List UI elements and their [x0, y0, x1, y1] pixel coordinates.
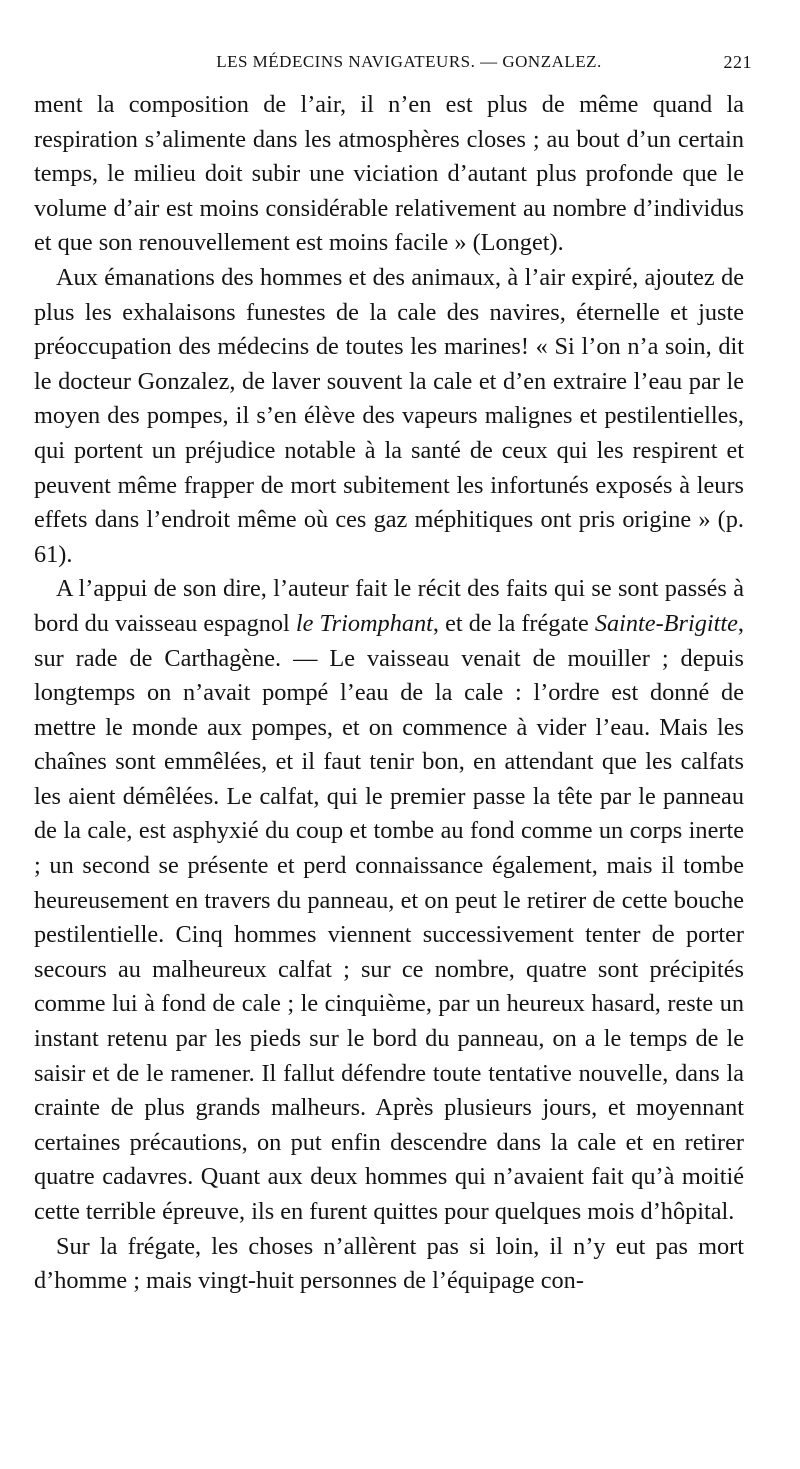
ship-name-sainte-brigitte: Sainte-Brigitte	[594, 609, 738, 637]
running-head	[34, 52, 752, 82]
page-number: 221	[723, 52, 752, 72]
ship-name-triomphant: le Triomphant	[295, 609, 433, 637]
paragraph-frigate: Sur la frégate, les choses n’allèrent pas si loin, il n’y eut pas mort d’homme ; mais vingt-huit personnes de l’équipage con-	[34, 1232, 744, 1295]
paragraph-text-segment: , sur rade de Carthagène. — Le vaisseau venait de mouiller ; depuis longtemps on n’avait pompé l’eau de la cale : l’ordre est donné de mettre le monde aux pompes, et on commence à vider l’eau. Mais les chaînes sont emmêlées, et il faut tenir bon, en attendant que les calfats les aient démêlées. Le calfat, qui le premier passe la tête par le panneau de la cale, est asphyxié du coup et tombe au fond comme un corps inerte ; un second se présente et perd connaissance également, mais il tombe heureusement en travers du panneau, et on peut le retirer de cette bouche pestilentielle. Cinq hommes viennent successivement tenter de porter secours au malheureux calfat ; sur ce nombre, quatre sont précipités comme lui à fond de cale ; le cinquième, par un heureux hasard, reste un instant retenu par les pieds sur le bord du panneau, on a le temps de le saisir et de le ramener. Il fallut défendre toute tentative nouvelle, dans la crainte de plus grands malheurs. Après plusieurs jours, et moyennant certaines précautions, on put enfin descendre dans la cale et en retirer quatre cadavres. Quant aux deux hommes qui n’avaient fait qu’à moitié cette terrible épreuve, ils en furent quittes pour quelques mois d’hôpital.	[34, 609, 744, 1225]
paragraph-emanations: Aux émanations des hommes et des animaux, à l’air expiré, ajoutez de plus les exhalaisons funestes de la cale des navires, éternelle et juste préoccupation des médecins de toutes les marines! « Si l’on n’a soin, dit le docteur Gonzalez, de laver souvent la cale et d’en extraire l’eau par le moyen des pompes, il s’en élève des vapeurs malignes et pestilentielles, qui portent un préjudice notable à la santé de ceux qui les respirent et peuvent même frapper de mort subitement les infortunés exposés à leurs effets dans l’endroit même où ces gaz méphitiques ont pris origine » (p. 61).	[34, 263, 744, 568]
paragraph-ship-account	[34, 572, 744, 1229]
paragraph-continuation: ment la composition de l’air, il n’en est plus de même quand la respiration s’alimente dans les atmosphères closes ; au bout d’un certain temps, le milieu doit subir une viciation d’autant plus profonde que le volume d’air est moins considérable relativement au nombre d’individus et que son renouvellement est moins facile » (Longet).	[34, 91, 744, 257]
running-title: LES MÉDECINS NAVIGATEURS. — GONZALEZ.	[216, 52, 602, 71]
body-text	[34, 88, 744, 1299]
paragraph-text-segment: , et de la frégate	[432, 609, 595, 637]
paragraph-text-segment: A l’appui de son dire, l’auteur fait le récit des faits qui se sont passés à bord du vaisseau espagnol	[34, 575, 744, 637]
book-page	[34, 52, 752, 1299]
